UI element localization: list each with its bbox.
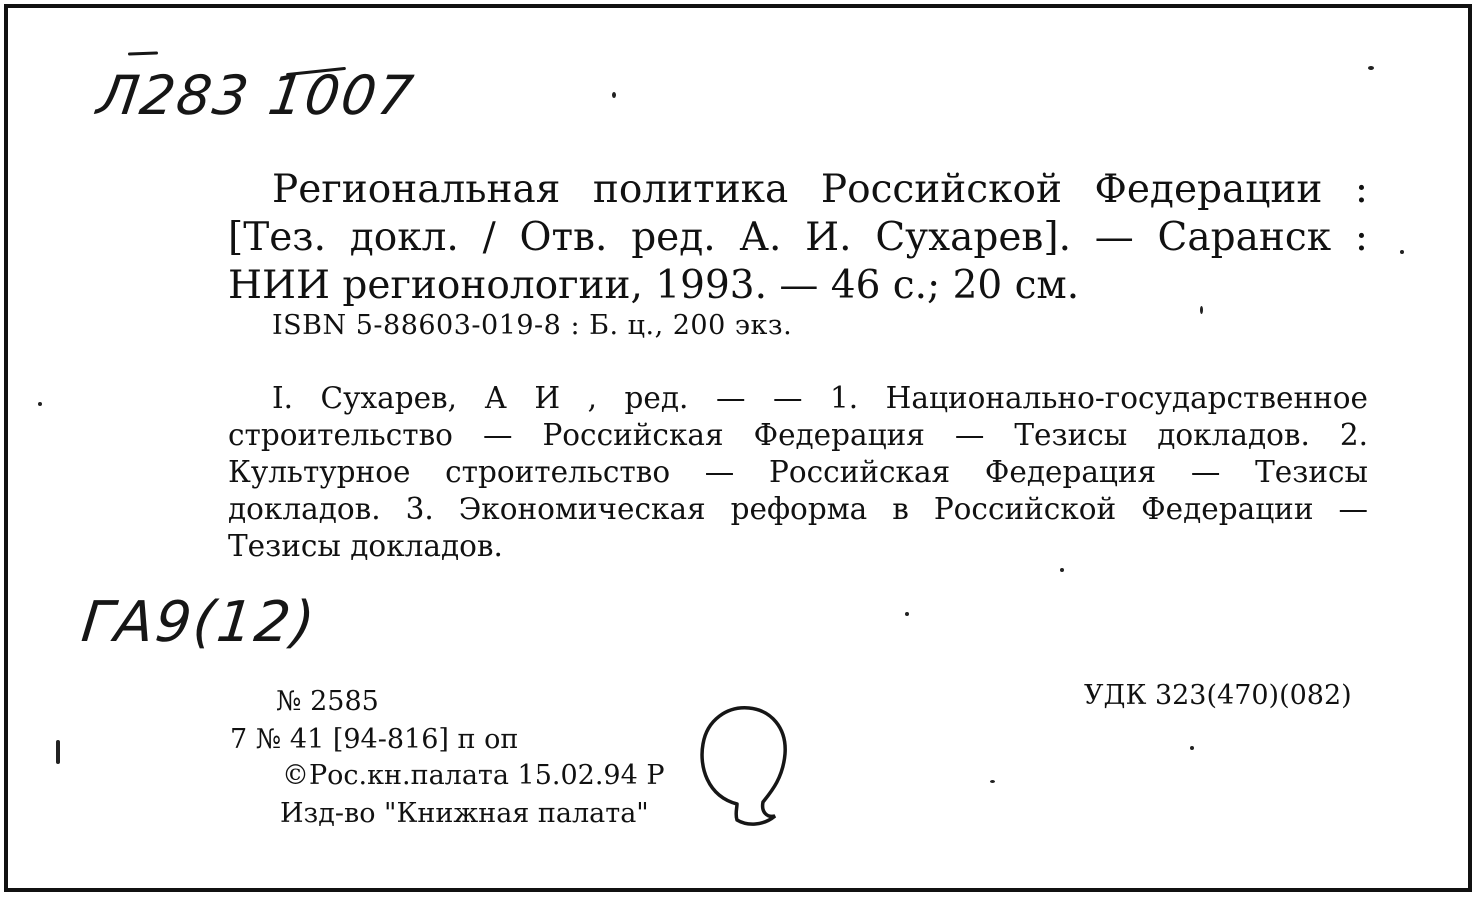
scan-speck <box>1190 746 1194 750</box>
scan-speck <box>1368 66 1374 70</box>
scan-speck <box>1400 250 1404 254</box>
scan-speck <box>990 780 995 783</box>
order-line: 7 № 41 [94-816] п оп <box>230 724 519 755</box>
publisher-line: Изд-во "Книжная палата" <box>280 798 649 829</box>
scan-speck <box>56 740 60 764</box>
scan-speck <box>905 612 909 616</box>
copyright-line: ©Рос.кн.палата 15.02.94 Р <box>282 760 665 791</box>
scan-speck <box>1060 568 1064 572</box>
handwritten-classification-code: ГА9(12) <box>78 590 320 655</box>
scan-speck <box>38 402 42 406</box>
scan-speck <box>1200 306 1203 314</box>
hand-drawn-loop-mark <box>697 700 793 828</box>
registration-number: № 2585 <box>276 686 379 717</box>
udk-code: УДК 323(470)(082) <box>1084 680 1352 711</box>
bibliographic-entry: Региональная политика Российской Федерации : [Тез. докл. / Отв. ред. А. И. Сухарев]. — Саранск : НИИ регионологии, 1993. — 46 с.; 20 см. <box>228 167 1368 308</box>
subject-tracings: I. Сухарев, А И , ред. — — 1. Национально-государственное строительство — Российская Федерация — Тезисы докладов. 2. Культурное строительство — Российская Федерация — Тезисы докладов. 3. Экономическая реформа в Российской Федерации — Тезисы докладов. <box>228 381 1368 563</box>
handwritten-shelf-mark: Л283 1007 <box>93 64 419 127</box>
scan-speck <box>612 92 616 98</box>
isbn-line: ISBN 5-88603-019-8 : Б. ц., 200 экз. <box>272 310 793 341</box>
